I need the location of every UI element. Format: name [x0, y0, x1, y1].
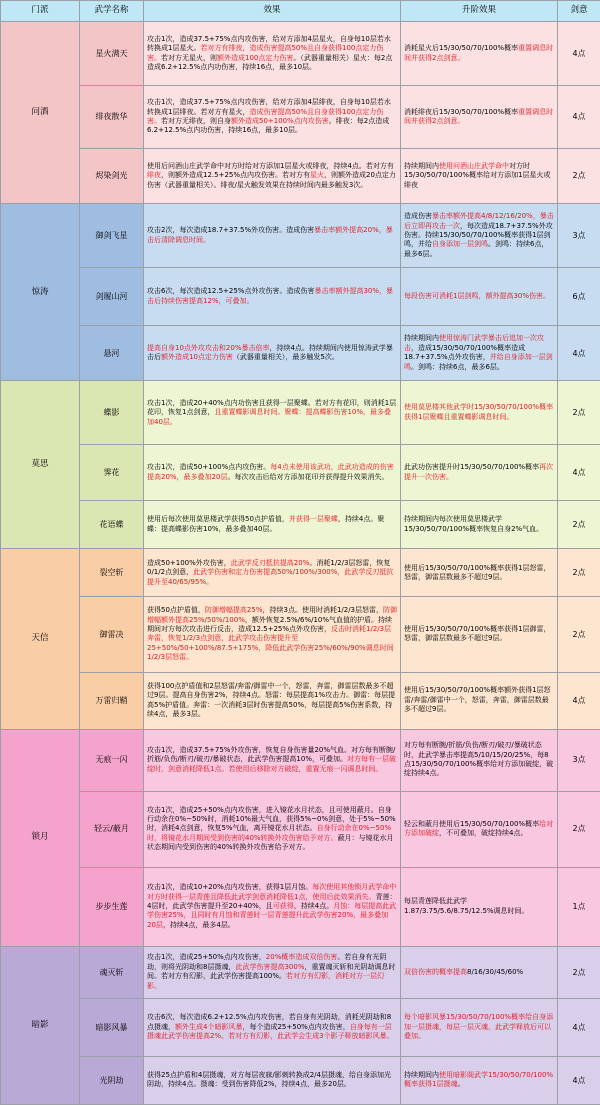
highlight-text: 使用莫思楼其他武学时15/30/50/70/100%概率获得1层聚蝶且重置蝶影调息时间。 [404, 403, 554, 421]
skill-name: 裂空斩 [80, 549, 144, 597]
highlight-text: 给对方添加破绽 [404, 819, 554, 838]
highlight-text: 暴击率额外提高20%，暴击后清除调息时间。 [147, 226, 393, 244]
text-segment: 轻云和蔽月使用后15/30/50/70/100%概率 [404, 819, 540, 828]
skill-effect [144, 149, 401, 204]
skill-upgrade [401, 672, 558, 729]
text-segment: 使用后问酒山庄武学命中对方时给对方添加1层星火或绯夜，持续4点。若对方有 [147, 162, 394, 170]
highlight-text: 防御增幅额外提高25%/50%/100% [147, 606, 398, 624]
highlight-text: 若对方有排夜，造成伤害提高50%且自身获得100点定力伤害。 [147, 44, 384, 62]
highlight-text: 月蚀：每层提高此武学伤害25%，且同时有月蚀和青莲时一层青莲提升此武学伤害20%，最多叠加20层 [147, 901, 397, 929]
highlight-text: 20%概率造成双倍伤害 [265, 953, 338, 962]
text-segment: 。（武器重量相关）星火：每2点造成6.2+12.5%点内功伤害，持续16点，最多10层。 [147, 53, 393, 71]
skill-name: 步步生莲 [80, 867, 144, 946]
header-points: 剑意 [558, 1, 600, 22]
text-segment: 攻击6次，每次造成6.2+12.5%点内攻伤害，若自身有光阴劫，消耗光阴劫和8点摄魂， [147, 1013, 392, 1031]
sect-name: 莫思 [1, 381, 80, 549]
highlight-text: 重置调息时间并获得2点剑意。 [404, 107, 554, 126]
text-segment: 若对方无绯夜，则自身 [161, 117, 231, 126]
skill-points: 2点 [558, 946, 600, 998]
skill-row [1, 445, 600, 501]
skill-row [1, 946, 600, 998]
skill-name: 花语蝶 [80, 501, 144, 549]
skill-upgrade [401, 268, 558, 326]
skill-points: 4点 [558, 1056, 600, 1104]
text-segment: 使用后15/30/50/70/100%概率获得1层御雷，怒雷，御雷层数最多不超过9层。 [404, 625, 551, 643]
text-segment: 每层青莲降低此武学1.87/3.75/5.6/8.75/12.5%调息时间。 [404, 897, 529, 915]
highlight-text: 可获得 [272, 901, 294, 910]
highlight-text: 使用惊涛门武学暴击后追加一次攻击 [404, 334, 544, 352]
skill-name: 御雷决 [80, 597, 144, 672]
header-upgrade: 升阶效果 [401, 1, 558, 22]
text-segment: ，每个造成25+50%点内攻伤害， [242, 1022, 350, 1031]
skill-points: 2点 [558, 149, 600, 204]
skill-upgrade [401, 549, 558, 597]
skill-effect [144, 1056, 401, 1104]
highlight-text: 额外造成10点定力伤害 [161, 353, 233, 362]
skill-points: 4点 [558, 326, 600, 381]
text-segment: 若对方无星火，则 [161, 53, 217, 62]
skill-upgrade [401, 149, 558, 204]
skill-row [1, 672, 600, 729]
skill-effect [144, 86, 401, 149]
text-segment: 攻击1次，造成37.5+75%点内攻伤害，给对方添加4层星火，自身每10层若水转换成1层星火。 [147, 34, 391, 53]
text-segment: 消耗星火后15/30/50/70/100%概率 [404, 44, 519, 53]
text-segment: 使用后每次使用莫思楼武学获得50点护盾值， [147, 515, 289, 524]
skill-upgrade [401, 326, 558, 381]
skill-effect [144, 791, 401, 867]
highlight-text: 额外造成50+100%点内攻伤害 [231, 117, 329, 126]
text-segment: 蔽月：与镜花水月状态期间内受到伤害的40%转换外攻伤害给予对方。 [147, 833, 394, 852]
text-segment: 持续期间内 [404, 334, 439, 343]
text-segment: 攻击6次，每次造成12.5+25%点外攻伤害。造成伤害 [147, 287, 315, 296]
text-segment: 造成伤害 [404, 212, 432, 221]
skill-upgrade [401, 867, 558, 946]
text-segment: 攻击1次，造成10+20%点内攻伤害，获得1层月蚀。 [147, 883, 313, 892]
skill-effect [144, 381, 401, 445]
highlight-text: 自身行动余在0%~50%时，将镜花水月期间受到伤害的40%转换外攻伤害给予对方。 [147, 824, 392, 842]
text-segment: 攻击1次，造成25+50%点内攻伤害，进入镜花水月状态，且可使用蔽月。自身行动余在0%~50%时，消耗10%最大气血，获得5%~0%剑意，处于5%~50%时，消耗4点剑意，恢复5%气血，离开镜花水月状态。 [147, 805, 396, 833]
skill-name: 悬河 [80, 326, 144, 381]
highlight-text: 自身添加一层剑鸣 [432, 240, 488, 249]
text-segment: ，持续4点。聚蝶：提高蝶影伤害10%，最多叠加40层。 [147, 515, 385, 533]
skill-upgrade [401, 381, 558, 445]
text-segment: 使用后15/30/50/70/100%概率获得1层怒雷，怒雷，御雷层数最多不超过9层。 [404, 563, 551, 581]
text-segment: 获得50点护盾值， [147, 606, 205, 615]
text-segment: 持续期间内 [404, 1071, 439, 1079]
skill-upgrade [401, 791, 558, 867]
text-segment: 攻击1次，造成50+100%点内攻伤害。 [147, 463, 271, 472]
skill-upgrade [401, 597, 558, 672]
skill-points: 3点 [558, 729, 600, 791]
skill-name: 魂灭斩 [80, 946, 144, 998]
highlight-text: 并获得一层聚蝶 [288, 515, 338, 524]
highlight-text: 额外生成4个暗影风暴 [175, 1022, 243, 1031]
skill-effect [144, 204, 401, 268]
skill-row [1, 268, 600, 326]
header-row [1, 1, 600, 22]
skill-upgrade [401, 445, 558, 501]
highlight-text: 额外造成100点定力伤害 [217, 53, 294, 62]
skill-points: 2点 [558, 549, 600, 597]
skill-points: 2点 [558, 791, 600, 867]
skill-points: 4点 [558, 445, 600, 501]
text-segment: 持续期间内 [404, 162, 439, 170]
text-segment: 8/16/30/45/60% [467, 967, 524, 976]
skill-upgrade [401, 501, 558, 549]
skill-effect [144, 445, 401, 501]
highlight-text: 造成伤害提高50%且自身获得100点定力伤害。 [147, 107, 384, 126]
highlight-text: 重置调息时间并获得2点剑意。 [404, 44, 554, 62]
text-segment: ，持续4点。 [293, 901, 334, 910]
skill-upgrade [401, 204, 558, 268]
text-segment: 对方每有断腕/折筋/负伤/断刃/破刃/暴破状态时，此武学暴击率提高5/10/15/20/25%，每8点15/30/50/70/100%概率给对方添加破绽，破绽持续4点。 [404, 741, 554, 778]
text-segment: ，不可叠加，破绽持续4点。 [439, 829, 528, 838]
highlight-text: 每个暗影风暴15/30/50/70/100%概率给自身添加一层摄魂，每层一层灭魂，此武学释放后可以叠加。 [404, 1013, 554, 1040]
highlight-text: 此武学伤害和定力伤害提高50%/100%/300%，此武学反刃抵抗提升至40/65/95%。 [147, 568, 394, 586]
highlight-text: 自身每有一层摄魂此武学伤害提高2% [147, 1022, 392, 1040]
text-segment: 攻击1次，造成20+40%点内功伤害且获得一层聚蝶。若对方有花印，则消耗1层花印，恢复1点剑意， [147, 398, 397, 417]
text-segment: ，造成15/30/50/70/100%概率造成18.7+37.5%点外攻伤害， [404, 343, 526, 362]
text-segment: 。绯夜：每2点造成6.2+12.5%点内功伤害，持续16点，最多10层。 [147, 117, 390, 135]
skill-name: 霁花 [80, 445, 144, 501]
text-segment: 获得25点护盾和4层摄魂，对方每层夜寐/影刺转换成2/4层摄魂，给自身添加光阴劫，持续4点。摄魂：受到伤害降低2%，持续4点，最多20层。 [147, 1071, 391, 1089]
skill-upgrade [401, 1056, 558, 1104]
skill-points: 4点 [558, 672, 600, 729]
text-segment: 青莲：4层时，此武学伤害提升至20+40%，且 [147, 892, 397, 910]
sect-name: 惊涛 [1, 204, 80, 381]
skill-name: 绯夜散华 [80, 86, 144, 149]
skill-effect [144, 998, 401, 1056]
text-segment: （武器重量相关），最多触发5次。 [232, 353, 339, 362]
skill-row [1, 204, 600, 268]
skill-effect [144, 597, 401, 672]
skill-name: 御剑飞星 [80, 204, 144, 268]
highlight-text: 使用暗影阁武学15/30/50/70/100%概率获得1层摄魂 [404, 1071, 554, 1089]
highlight-text: 此武学反刃抵抗提高20% [230, 558, 310, 567]
highlight-text: 此武学伤害提高300% [235, 962, 305, 971]
header-sect: 门派 [1, 1, 80, 22]
skill-name: 暗影风暴 [80, 998, 144, 1056]
text-segment: ，额外恢复2.5%/6%/10%气血值的护盾。持续期间对方每次攻击进行反击，造成12.5+25%点外攻伤害， [147, 615, 393, 634]
sect-name: 天信 [1, 549, 80, 729]
text-segment: 持续期间内每次使用莫思楼武学15/30/50/70/100%概率恢复自身2%气血。 [404, 515, 544, 533]
text-segment: 攻击1次，造成37.5+75%点内攻伤害，给对方添加4层绯夜，自身每10层若水转换成1层绯夜。若对方有星火， [147, 98, 391, 116]
skill-name: 万雷归鞘 [80, 672, 144, 729]
skill-name: 烬染剑光 [80, 149, 144, 204]
skill-effect [144, 268, 401, 326]
highlight-text: 每4点未使用该武功，此武功造成的伤害提高20%，最多叠加20层 [147, 463, 394, 481]
skill-upgrade [401, 22, 558, 86]
text-segment: 攻击2次，每次造成18.7+37.5%外攻伤害。造成伤害 [147, 226, 315, 235]
text-segment: 攻击1次，造成25+50%点内攻伤害， [147, 953, 266, 962]
skill-upgrade [401, 946, 558, 998]
text-segment: ，则额外造成20点定力伤害（武器重量相关）。绯夜/星火触发效果在持续时间内最多触发3次。 [147, 171, 396, 189]
skill-points: 4点 [558, 22, 600, 86]
skill-name: 蝶影 [80, 381, 144, 445]
text-segment: 。若自身有光阴劫，则将光阴劫和8层摄魂， [147, 953, 387, 971]
text-segment: 获得100点护盾值和2层怒雷/奔雷/御雷中一个，怒雷，奔雷，御雷层数最多不超过9层。提高自身伤害2%，持续4点。怒雷：每层提高1%攻击力。御雷：每层提高5%护盾值。奔雷：一次消耗3层时伤害提高50%，每层提高5%伤害系数，持续4点，最多3层。 [147, 681, 396, 718]
skill-name: 星火满天 [80, 22, 144, 86]
skill-row [1, 729, 600, 791]
skill-points: 4点 [558, 86, 600, 149]
text-segment: 造成50+100%外攻伤害， [147, 558, 231, 567]
skill-row [1, 326, 600, 381]
skill-points: 3点 [558, 204, 600, 268]
text-segment: ，持续3点。使用时消耗1/2/3层怒雷， [262, 606, 384, 615]
skill-upgrade [401, 998, 558, 1056]
text-segment: 。每次攻击后给对方添加花印并获得提升效果消失。 [227, 472, 389, 481]
highlight-text: 。若对方有幻影，此武学会生成3个影子释放暗影风暴。 [221, 1031, 394, 1040]
skill-row [1, 867, 600, 946]
skill-effect [144, 867, 401, 946]
highlight-text: 使用问酒山庄武学命中 [439, 162, 509, 170]
skill-effect [144, 501, 401, 549]
highlight-text: 反击时消耗1/2/3层奔雷，恢复1/2/3点剑意，此武学攻击伤害提升至25+50%/50+100%/87.5+175%，降低此武学伤害25%/60%/90%调息时间1/2/3层怒雷。 [147, 625, 394, 662]
text-segment: 使用后15/30/50/70/100%概率额外获得1层怒雷/奔雷/御雷中一个，怒雷，奔雷，御雷层数最多不超过9层。 [404, 686, 551, 714]
text-segment: ，重置魂灭斩和光阴劫调息时间。若对方有幻影，此武学伤害提高100%。 [147, 962, 396, 981]
header-skill: 武学名称 [80, 1, 144, 22]
skill-effect [144, 672, 401, 729]
skill-name: 光阴劫 [80, 1056, 144, 1104]
skill-row [1, 22, 600, 86]
skill-effect [144, 946, 401, 998]
header-effect: 效果 [144, 1, 401, 22]
text-segment: 。剑鸣：持续6点，最多6层。 [411, 362, 504, 371]
highlight-text: 双倍伤害的概率提高 [404, 967, 467, 976]
highlight-text: 暴击率额外提高4/8/12/16/20%，暴击后立即再攻击一次 [404, 212, 554, 230]
skill-row [1, 149, 600, 204]
skill-upgrade [401, 729, 558, 791]
text-segment: 此武功伤害提升时15/30/50/70/100%概率 [404, 463, 540, 472]
skill-name: 无痕一闪 [80, 729, 144, 791]
skill-points: 6点 [558, 268, 600, 326]
highlight-text: 若对方有幻影，消耗对方一层幻影。 [147, 972, 385, 990]
text-segment: 。 [457, 1080, 465, 1089]
text-segment: ，持续4点，最多4层。 [162, 920, 235, 929]
highlight-text: 对方每有一层破绽时，剑意消耗降低1点。若使用后移除对方破绽，重置无痕一闪调息时间。 [147, 755, 396, 773]
sect-name: 问酒 [1, 22, 80, 204]
text-segment: ，持续4点。持续期间内使用惊涛武学暴击后 [147, 343, 393, 362]
skill-effect [144, 22, 401, 86]
highlight-text: 绯夜 [147, 171, 161, 180]
skill-upgrade [401, 86, 558, 149]
skill-name: 剑履山河 [80, 268, 144, 326]
text-segment: 。消耗1/2/3层怒雷，恢复0/1/2点剑意， [147, 558, 391, 577]
skill-effect [144, 549, 401, 597]
text-segment: 消耗绯夜后15/30/50/70/100%概率 [404, 107, 519, 116]
highlight-text: 每段伤害可消耗1层剑鸣，额外提高30%伤害。 [404, 292, 551, 300]
highlight-text: 再次提升一次伤害。 [404, 463, 554, 481]
skill-row [1, 998, 600, 1056]
text-segment: ，每次造成18.7+37.5%外攻伤害。持续15/30/50/70/100%概率获得1层剑鸣，并给 [404, 221, 553, 249]
skill-row [1, 381, 600, 445]
skill-points: 1点 [558, 867, 600, 946]
skill-row [1, 791, 600, 867]
text-segment: 对方时15/30/50/70/100%概率给对方添加1层星火或绯夜 [404, 162, 551, 189]
highlight-text: 暴击率额外提高30%，暴击后持续伤害提高12%，可叠加。 [147, 287, 394, 305]
sect-name: 锁月 [1, 729, 80, 946]
text-segment: ，则额外造成12.5+25%点内攻伤害。若对方有 [161, 171, 311, 180]
highlight-text: 每次使用其他锁月武学命中对方时获得一层青莲且降低此武学剑意消耗降低1点，使用后此效果消失。 [147, 883, 397, 901]
highlight-text: 并给自身添加一层剑鸣 [404, 353, 553, 371]
skill-points: 4点 [558, 998, 600, 1056]
text-segment: 。剑鸣：持续6点，最多6层。 [404, 240, 549, 258]
skill-row [1, 597, 600, 672]
skill-row [1, 1056, 600, 1104]
skill-points: 2点 [558, 381, 600, 445]
highlight-text: 星火 [310, 171, 325, 180]
skill-points: 2点 [558, 597, 600, 672]
sect-name: 暗影 [1, 946, 80, 1104]
skill-points: 2点 [558, 501, 600, 549]
skill-row [1, 501, 600, 549]
skill-row [1, 86, 600, 149]
highlight-text: 且重置蝶影调息时间。聚蝶：提高蝶影伤害10%，最多叠加40层。 [147, 408, 392, 426]
text-segment: 攻击1次，造成37.5+75%外攻伤害，恢复自身伤害量20%气血。对方每有断腕/折筋/负伤/断刃/破刃/暴破状态，此武学伤害提高10%，可叠加。 [147, 745, 396, 764]
highlight-text: 提高自身10点外攻攻击和20%暴击倍率 [147, 343, 270, 352]
skill-effect [144, 326, 401, 381]
skill-name: 轻云/蔽月 [80, 791, 144, 867]
highlight-text: 防御增幅提高25% [204, 606, 263, 615]
skill-row [1, 549, 600, 597]
skill-effect [144, 729, 401, 791]
